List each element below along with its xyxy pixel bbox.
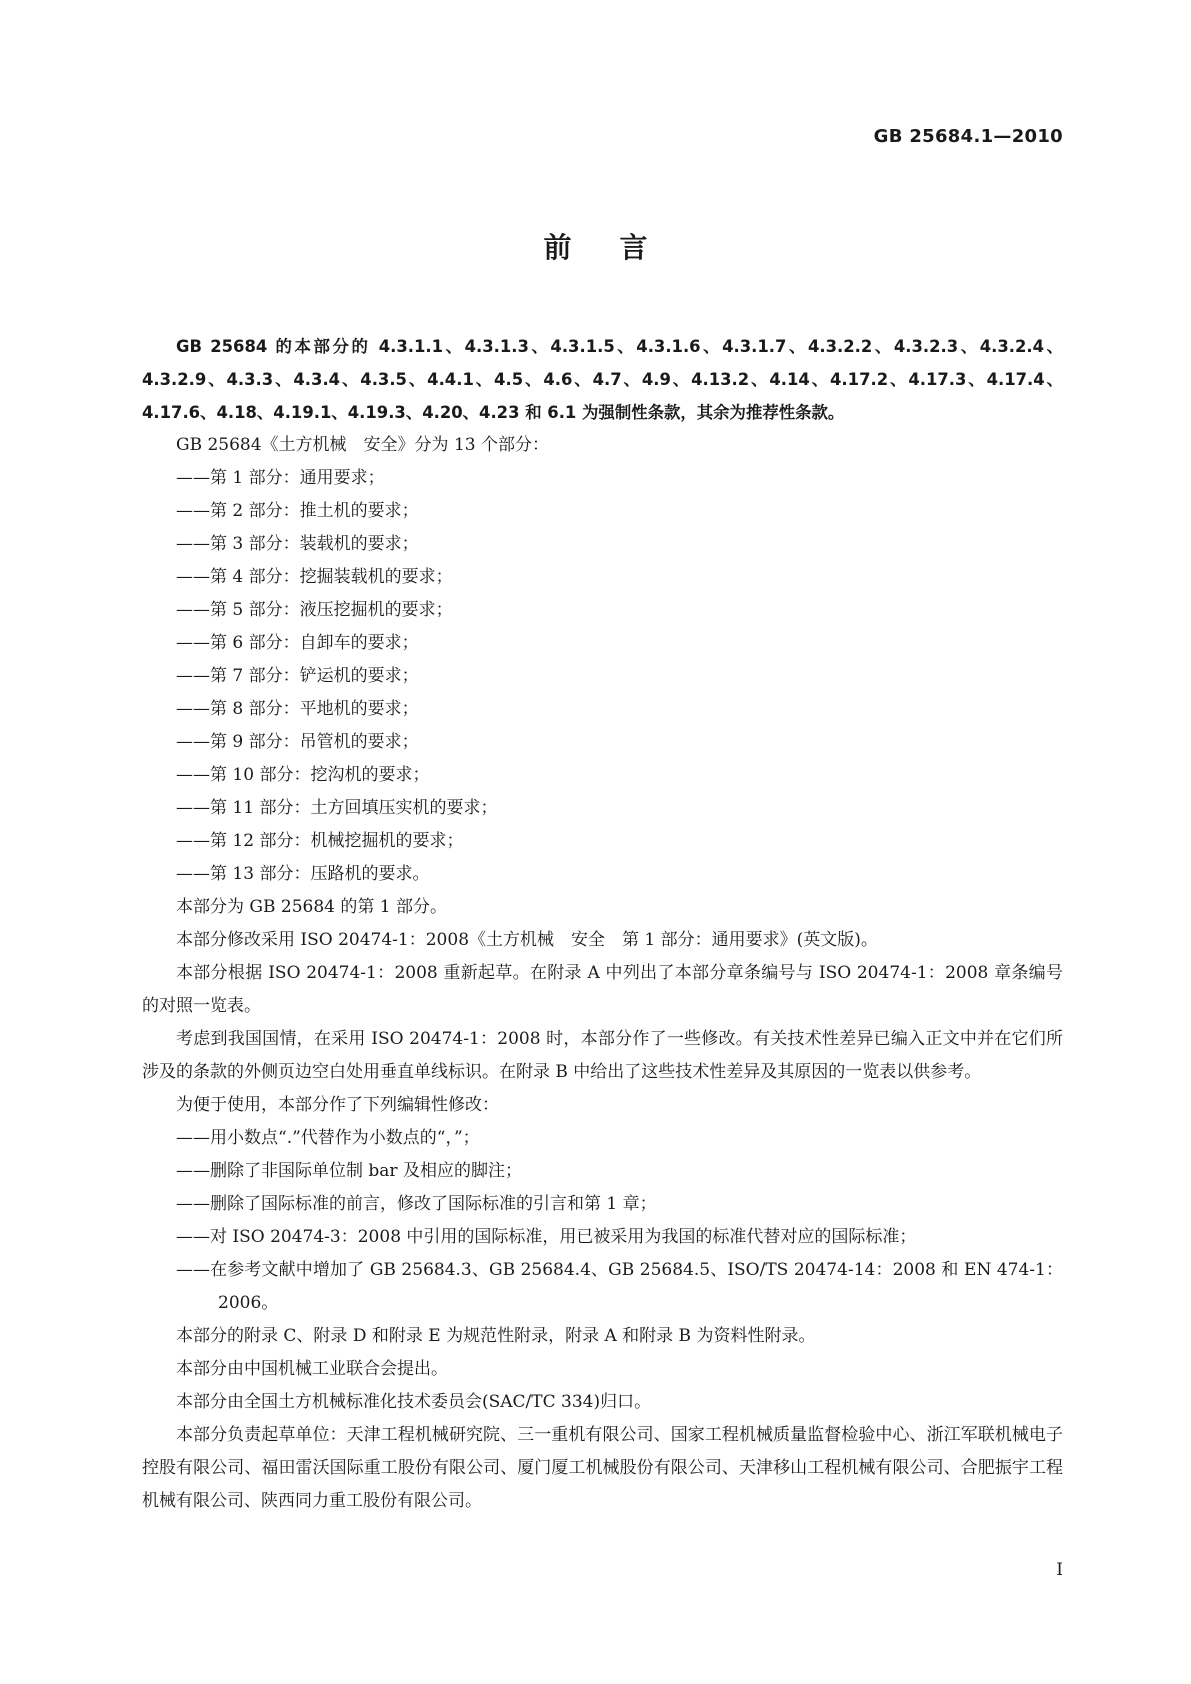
list-item: ——第 8 部分：平地机的要求；	[176, 699, 419, 719]
paragraph: GB 25684《土方机械 安全》分为 13 个部分：	[176, 435, 549, 455]
list-item: ——第 6 部分：自卸车的要求；	[176, 633, 419, 653]
paragraph: 本部分根据 ISO 20474-1：2008 重新起草。在附录 A 中列出了本部分章条编号与 ISO 20474-1：2008 章条编号的对照一览表。	[142, 963, 1063, 1016]
list-item: ——第 5 部分：液压挖掘机的要求；	[176, 600, 453, 620]
paragraph: 本部分负责起草单位：天津工程机械研究院、三一重机有限公司、国家工程机械质量监督检验中心、浙江军联机械电子控股有限公司、福田雷沃国际重工股份有限公司、厦门厦工机械股份有限公司、天津移山工程机械有限公司、合肥振宇工程机械有限公司、陕西同力重工股份有限公司。	[142, 1425, 1063, 1511]
list-item: ——第 10 部分：挖沟机的要求；	[176, 765, 430, 785]
list-item: ——第 7 部分：铲运机的要求；	[176, 666, 419, 686]
list-item: ——对 ISO 20474-3：2008 中引用的国际标准，用已被采用为我国的标准代替对应的国际标准；	[176, 1227, 917, 1247]
list-item: ——第 1 部分：通用要求；	[176, 468, 385, 488]
list-item: ——第 9 部分：吊管机的要求；	[176, 732, 419, 752]
paragraph: 本部分由中国机械工业联合会提出。	[176, 1359, 448, 1379]
standard-number: GB 25684.1—2010	[873, 126, 1063, 147]
list-item: ——第 4 部分：挖掘装载机的要求；	[176, 567, 453, 587]
page-title: 前言	[543, 231, 696, 264]
list-item: ——在参考文献中增加了 GB 25684.3、GB 25684.4、GB 25684.5、ISO/TS 20474-14：2008 和 EN 474-1：2006。	[176, 1260, 1063, 1313]
document-body	[142, 330, 1063, 1518]
list-item: ——第 11 部分：土方回填压实机的要求；	[176, 798, 498, 818]
list-item: ——删除了非国际单位制 bar 及相应的脚注；	[176, 1161, 522, 1181]
paragraph: 考虑到我国国情，在采用 ISO 20474-1：2008 时，本部分作了一些修改。有关技术性差异已编入正文中并在它们所涉及的条款的外侧页边空白处用垂直单线标识。在附录 B 中给出了这些技术性差异及其原因的一览表以供参考。	[142, 1029, 1063, 1082]
list-item: ——第 12 部分：机械挖掘机的要求；	[176, 831, 464, 851]
paragraph: GB 25684 的本部分的 4.3.1.1、4.3.1.3、4.3.1.5、4.3.1.6、4.3.1.7、4.3.2.2、4.3.2.3、4.3.2.4、4.3.2.9、4.3.3、4.3.4、4.3.5、4.4.1、4.5、4.6、4.7、4.9、4.13.2、4.14、4.17.2、4.17.3、4.17.4、4.17.6、4.18、4.19.1、4.19.3、4.20、4.23 和 6.1 为强制性条款，其余为推荐性条款。	[142, 337, 1063, 422]
list-item: ——第 13 部分：压路机的要求。	[176, 864, 430, 884]
page-number: I	[1056, 1560, 1063, 1580]
paragraph: 为便于使用，本部分作了下列编辑性修改：	[176, 1095, 499, 1115]
paragraph: 本部分的附录 C、附录 D 和附录 E 为规范性附录，附录 A 和附录 B 为资料性附录。	[176, 1326, 816, 1346]
paragraph: 本部分为 GB 25684 的第 1 部分。	[176, 897, 447, 917]
list-item: ——第 3 部分：装载机的要求；	[176, 534, 419, 554]
list-item: ——第 2 部分：推土机的要求；	[176, 501, 419, 521]
paragraph: 本部分修改采用 ISO 20474-1：2008《土方机械 安全 第 1 部分：通用要求》(英文版)。	[176, 930, 878, 950]
list-item: ——用小数点“.”代替作为小数点的“，”；	[176, 1128, 480, 1148]
paragraph: 本部分由全国土方机械标准化技术委员会(SAC/TC 334)归口。	[176, 1392, 652, 1412]
list-item: ——删除了国际标准的前言，修改了国际标准的引言和第 1 章；	[176, 1194, 657, 1214]
